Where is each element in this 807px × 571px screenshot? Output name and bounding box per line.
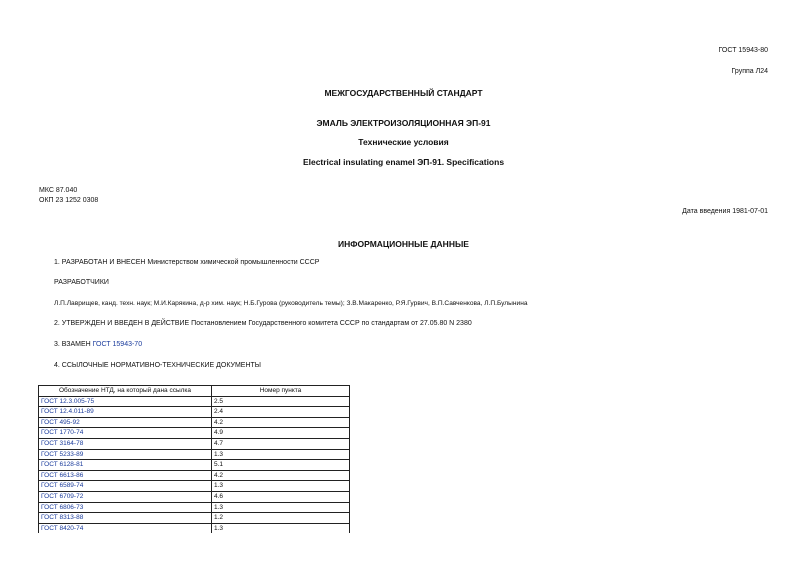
item-number-cell: 5.1 [212, 460, 350, 471]
introduction-date: Дата введения 1981-07-01 [682, 208, 768, 215]
item-number-cell: 1.3 [212, 449, 350, 460]
document-title: ЭМАЛЬ ЭЛЕКТРОИЗОЛЯЦИОННАЯ ЭП-91 [316, 118, 491, 128]
item-number-cell: 1.3 [212, 481, 350, 492]
referenced-document-link[interactable]: ГОСТ 6128-81 [41, 461, 84, 469]
table-row [39, 396, 350, 407]
referenced-document-cell [39, 513, 212, 524]
column-header-item: Номер пункта [212, 386, 350, 397]
table-row [39, 438, 350, 449]
table-row [39, 513, 350, 524]
info-item-4: 4. ССЫЛОЧНЫЕ НОРМАТИВНО-ТЕХНИЧЕСКИЕ ДОКУМЕНТЫ [54, 362, 261, 369]
referenced-document-cell [39, 491, 212, 502]
document-code: ГОСТ 15943-80 [718, 47, 768, 54]
replaced-standard-link[interactable]: ГОСТ 15943-70 [92, 341, 143, 348]
table-header-row [39, 386, 350, 397]
referenced-document-cell [39, 470, 212, 481]
referenced-document-cell [39, 438, 212, 449]
references-table-body [39, 396, 350, 533]
referenced-document-link[interactable]: ГОСТ 5233-89 [41, 450, 84, 458]
item-number-cell: 4.7 [212, 438, 350, 449]
item-number-cell: 4.6 [212, 491, 350, 502]
table-row [39, 502, 350, 513]
item-number-cell: 4.9 [212, 428, 350, 439]
referenced-document-link[interactable]: ГОСТ 12.3.005-75 [41, 397, 95, 405]
info-item-3-prefix: 3. ВЗАМЕН [54, 341, 93, 348]
table-row [39, 407, 350, 418]
references-table [38, 385, 350, 533]
referenced-document-cell [39, 428, 212, 439]
okp-code: ОКП 23 1252 0308 [39, 197, 99, 204]
referenced-document-cell [39, 407, 212, 418]
table-row [39, 491, 350, 502]
referenced-document-cell [39, 417, 212, 428]
table-row [39, 523, 350, 533]
table-row [39, 417, 350, 428]
item-number-cell: 2.5 [212, 396, 350, 407]
referenced-document-link[interactable]: ГОСТ 6709-72 [41, 492, 84, 500]
table-row [39, 481, 350, 492]
table-row [39, 449, 350, 460]
referenced-document-link[interactable]: ГОСТ 8313-88 [41, 514, 84, 522]
english-title: Electrical insulating enamel ЭП-91. Specifications [302, 157, 505, 167]
mks-code: МКС 87.040 [39, 187, 78, 194]
referenced-document-cell [39, 396, 212, 407]
item-number-cell: 2.4 [212, 407, 350, 418]
table-row [39, 460, 350, 471]
referenced-document-link[interactable]: ГОСТ 8420-74 [41, 524, 84, 532]
referenced-document-link[interactable]: ГОСТ 1770-74 [41, 429, 84, 437]
table-row [39, 470, 350, 481]
item-number-cell: 1.3 [212, 502, 350, 513]
info-item-1: 1. РАЗРАБОТАН И ВНЕСЕН Министерством химической промышленности СССР [54, 259, 320, 266]
item-number-cell: 4.2 [212, 417, 350, 428]
column-header-document: Обозначение НТД, на который дана ссылка [39, 386, 212, 397]
item-number-cell: 4.2 [212, 470, 350, 481]
referenced-document-link[interactable]: ГОСТ 6589-74 [41, 482, 84, 490]
item-number-cell: 1.2 [212, 513, 350, 524]
standard-type-title: МЕЖГОСУДАРСТВЕННЫЙ СТАНДАРТ [324, 88, 483, 98]
document-subtitle: Технические условия [358, 137, 449, 147]
referenced-document-link[interactable]: ГОСТ 12.4.011-89 [41, 408, 94, 416]
info-heading: ИНФОРМАЦИОННЫЕ ДАННЫЕ [338, 239, 469, 249]
referenced-document-cell [39, 449, 212, 460]
info-item-2: 2. УТВЕРЖДЕН И ВВЕДЕН В ДЕЙСТВИЕ Постановлением Государственного комитета СССР по стандартам от 27.05.80 N 2380 [54, 320, 472, 327]
referenced-document-link[interactable]: ГОСТ 3164-78 [41, 439, 84, 447]
referenced-document-link[interactable]: ГОСТ 495-92 [41, 418, 80, 426]
info-item-3 [54, 341, 142, 348]
referenced-document-cell [39, 502, 212, 513]
classification-group: Группа Л24 [731, 68, 768, 75]
referenced-document-link[interactable]: ГОСТ 6613-86 [41, 471, 84, 479]
referenced-document-cell [39, 481, 212, 492]
item-number-cell: 1.3 [212, 523, 350, 533]
referenced-document-cell [39, 460, 212, 471]
developers-list: Л.П.Лаврищев, канд. техн. наук; М.И.Карякина, д-р хим. наук; Н.Б.Гурова (руководитель темы); З.В.Макаренко, Р.Я.Гурвич, В.П.Савченкова, Л.П.Булынина [54, 300, 528, 307]
table-row [39, 428, 350, 439]
referenced-document-link[interactable]: ГОСТ 6806-73 [41, 503, 84, 511]
referenced-document-cell [39, 523, 212, 533]
developers-heading: РАЗРАБОТЧИКИ [54, 279, 109, 286]
